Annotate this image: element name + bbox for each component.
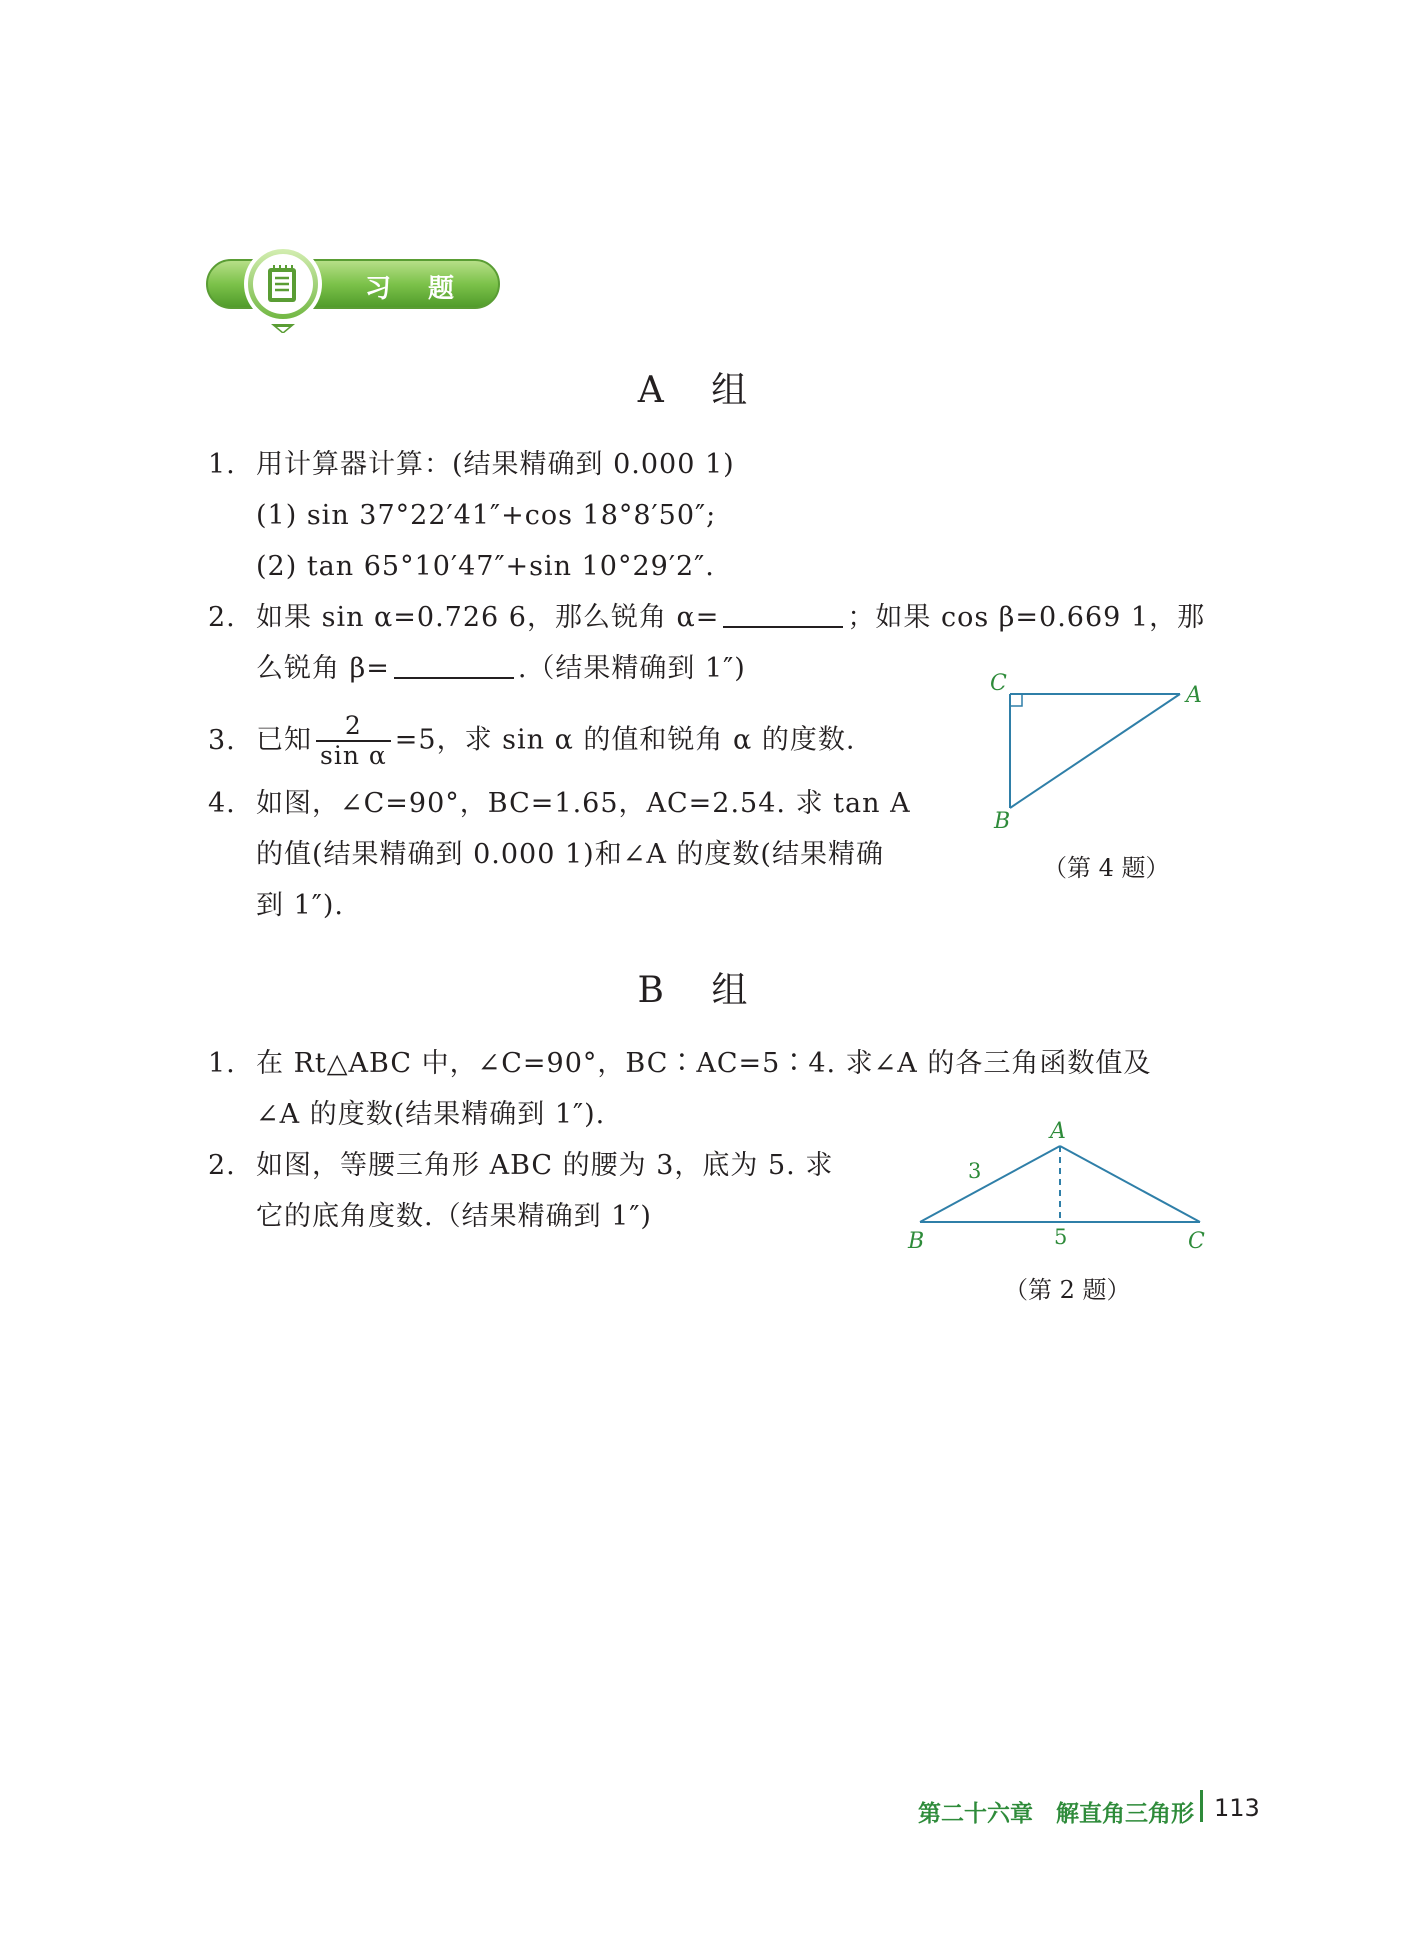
a-q1-line <box>208 445 735 485</box>
fig2-side-ab <box>920 1146 1060 1222</box>
fig2-label-c: C <box>1188 1229 1205 1254</box>
a-q2-text1b: ；如果 cos β=0.669 1，那 <box>847 602 1206 633</box>
a-q2-number: 2. <box>208 602 236 633</box>
chapter-footer: 第二十六章 解直角三角形 <box>918 1801 1194 1827</box>
b-q2-number: 2. <box>208 1150 236 1181</box>
fraction-denominator: sin α <box>320 741 387 770</box>
figure-4-right-triangle <box>980 668 1220 838</box>
fig4-label-b: B <box>994 809 1011 834</box>
b-q1-number: 1. <box>208 1048 236 1079</box>
a-q1-number: 1. <box>208 449 236 480</box>
b-q2-text1: 如图，等腰三角形 ABC 的腰为 3，底为 5. 求 <box>256 1150 834 1181</box>
a-q2-line1 <box>208 598 1205 638</box>
a-q3-pre: 已知 <box>256 724 312 756</box>
a-q2-text2b: .（结果精确到 1″) <box>517 653 746 684</box>
fig4-right-angle-mark <box>1010 694 1022 706</box>
a-q4-line1 <box>208 784 911 824</box>
figure-2-isosceles-triangle <box>900 1110 1220 1260</box>
a-q1-sub2: (2) tan 65°10′47″+sin 10°29′2″. <box>256 551 715 582</box>
a-q4-text1: 如图，∠C=90°，BC=1.65，AC=2.54. 求 tan A <box>256 788 911 819</box>
a-q3-number: 3. <box>208 724 236 756</box>
fig2-label-b: B <box>908 1229 925 1254</box>
fig2-side-label: 3 <box>968 1159 982 1183</box>
page-number: 113 <box>1214 1794 1260 1822</box>
b-q1-line1 <box>208 1044 1151 1084</box>
fig4-label-a: A <box>1186 683 1202 708</box>
fig2-side-ac <box>1060 1146 1200 1222</box>
fig4-caption: （第 4 题） <box>1043 854 1170 882</box>
fig4-label-c: C <box>990 671 1007 696</box>
footer-divider <box>1200 1790 1203 1822</box>
a-q1-sub1: (1) sin 37°22′41″+cos 18°8′50″; <box>256 500 717 531</box>
a-q2-text1a: 如果 sin α=0.726 6，那么锐角 α= <box>256 602 720 633</box>
answer-blank-alpha[interactable] <box>723 600 843 628</box>
group-a-heading: A 组 <box>637 370 766 411</box>
a-q1-text: 用计算器计算：(结果精确到 0.000 1) <box>256 449 735 480</box>
a-q4-line2: 的值(结果精确到 0.000 1)和∠A 的度数(结果精确 <box>256 839 884 870</box>
a-q3-post: =5，求 sin α 的值和锐角 α 的度数. <box>394 724 856 756</box>
section-banner <box>205 248 505 333</box>
b-q1-text1: 在 Rt△ABC 中，∠C=90°，BC∶AC=5∶4. 求∠A 的各三角函数值及 <box>256 1048 1152 1079</box>
fraction <box>316 712 391 770</box>
a-q3-line <box>208 712 855 770</box>
fig2-caption: （第 2 题） <box>1004 1276 1131 1304</box>
fig2-base-label: 5 <box>1054 1225 1068 1249</box>
fraction-numerator: 2 <box>316 712 391 742</box>
answer-blank-beta[interactable] <box>394 651 514 679</box>
b-q1-line2: ∠A 的度数(结果精确到 1″). <box>256 1099 606 1130</box>
a-q4-number: 4. <box>208 788 236 819</box>
a-q2-text2a: 么锐角 β= <box>256 653 390 684</box>
a-q4-line3: 到 1″). <box>256 890 344 921</box>
a-q2-line2 <box>256 649 746 689</box>
fig4-side-ab <box>1010 694 1180 808</box>
notepad-icon <box>265 262 301 306</box>
banner-title: 习 题 <box>365 274 469 304</box>
fig2-label-a: A <box>1050 1119 1066 1144</box>
b-q2-line2: 它的底角度数.（结果精确到 1″) <box>256 1201 652 1232</box>
b-q2-line1 <box>208 1146 833 1186</box>
group-b-heading: B 组 <box>637 970 766 1011</box>
